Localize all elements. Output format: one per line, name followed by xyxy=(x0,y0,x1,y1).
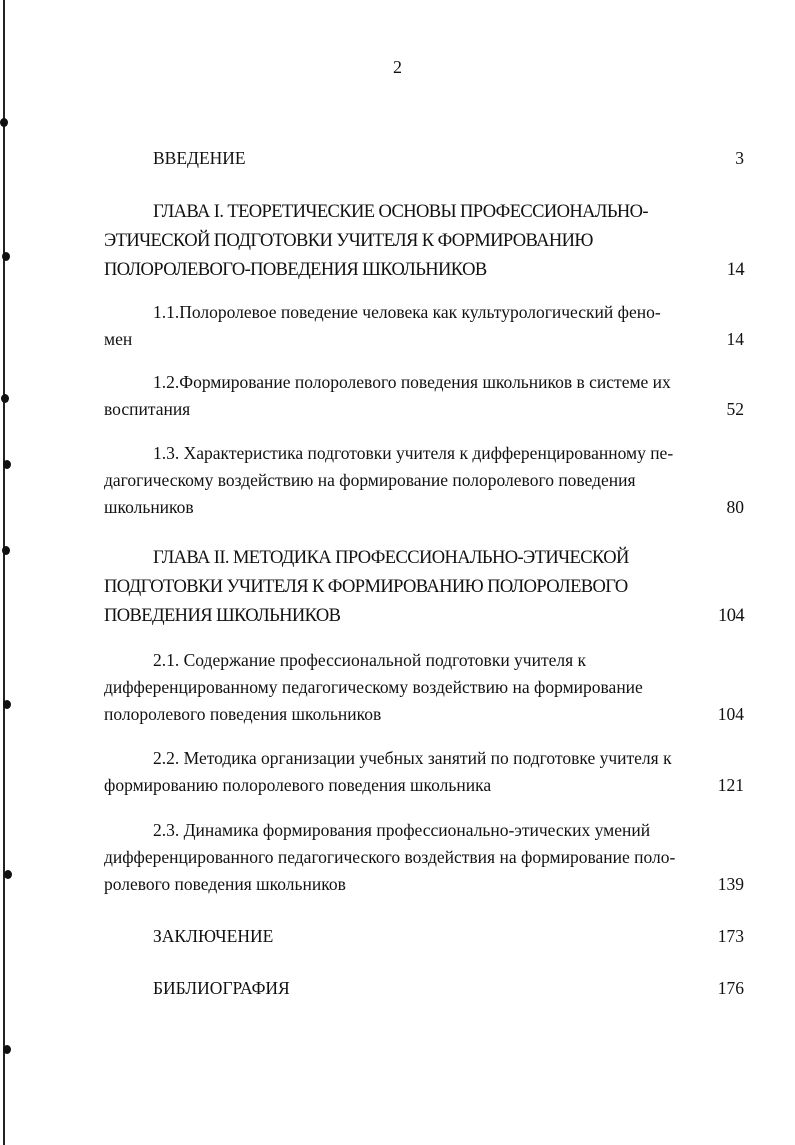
toc-entry-page: 14 xyxy=(726,329,744,349)
toc-entry-line: ПОЛОРОЛЕВОГО-ПОВЕДЕНИЯ ШКОЛЬНИКОВ xyxy=(104,260,487,280)
toc-entry-line: 2.3. Динамика формирования профессионально-этических умений xyxy=(153,820,651,840)
toc-entry-page: 121 xyxy=(717,775,744,795)
toc-entry-page: 80 xyxy=(726,497,744,517)
toc-entry-line: дагогическому воздействию на формирование полоролевого поведения xyxy=(104,470,636,490)
toc-entry-conclusion xyxy=(104,923,744,950)
toc-entry-line: ГЛАВА I. ТЕОРЕТИЧЕСКИЕ ОСНОВЫ ПРОФЕССИОНАЛЬНО- xyxy=(153,202,648,222)
toc-entry-chapter-2 xyxy=(104,544,744,631)
toc-entry-page: 176 xyxy=(717,978,744,998)
toc-entry-line: ПОДГОТОВКИ УЧИТЕЛЯ К ФОРМИРОВАНИЮ ПОЛОРОЛЕВОГО xyxy=(104,577,628,597)
page-number: 2 xyxy=(393,57,402,77)
toc-entry-section-2-2 xyxy=(104,745,744,799)
toc-entry-section-1-2 xyxy=(104,369,744,423)
toc-entry-page: 104 xyxy=(717,704,744,724)
toc-entry-section-1-1 xyxy=(104,299,744,353)
toc-entry-page: 14 xyxy=(726,260,744,280)
toc-entry-line: ЭТИЧЕСКОЙ ПОДГОТОВКИ УЧИТЕЛЯ К ФОРМИРОВАНИЮ xyxy=(104,231,593,251)
toc-entry-line: дифференцированного педагогического воздействия на формирование поло- xyxy=(104,847,676,867)
toc-entry-line: формированию полоролевого поведения школьника xyxy=(104,775,492,795)
toc-entry-line: 2.2. Методика организации учебных занятий по подготовке учителя к xyxy=(153,748,672,768)
toc-entry-page: 3 xyxy=(735,148,744,168)
toc-entry-title: ЗАКЛЮЧЕНИЕ xyxy=(153,926,274,946)
toc-entry-line: 1.1.Полоролевое поведение человека как культурологический фено- xyxy=(153,302,661,322)
toc-entry-line: ПОВЕДЕНИЯ ШКОЛЬНИКОВ xyxy=(104,606,341,626)
toc-entry-title: ВВЕДЕНИЕ xyxy=(153,148,246,168)
toc-entry-line: воспитания xyxy=(104,399,191,419)
toc-entry-title: БИБЛИОГРАФИЯ xyxy=(153,978,290,998)
toc-entry-page: 139 xyxy=(717,874,744,894)
scan-edge-artifact xyxy=(0,0,14,1145)
toc-entry-page: 52 xyxy=(726,399,744,419)
toc-entry-line: ролевого поведения школьников xyxy=(104,874,346,894)
toc-entry-section-2-1 xyxy=(104,647,744,728)
toc-entry-page: 104 xyxy=(718,606,744,626)
toc-entry-intro xyxy=(104,145,744,172)
toc-entry-line: полоролевого поведения школьников xyxy=(104,704,382,724)
toc-entry-line: 1.2.Формирование полоролевого поведения школьников в системе их xyxy=(153,372,671,392)
toc-entry-chapter-1 xyxy=(104,198,744,285)
toc-entry-page: 173 xyxy=(717,926,744,946)
toc-entry-line: мен xyxy=(104,329,133,349)
toc-entry-line: 1.3. Характеристика подготовки учителя к дифференцированному пе- xyxy=(153,443,674,463)
toc-entry-bibliography xyxy=(104,975,744,1002)
toc-entry-line: ГЛАВА II. МЕТОДИКА ПРОФЕССИОНАЛЬНО-ЭТИЧЕСКОЙ xyxy=(153,548,629,568)
toc-entry-section-1-3 xyxy=(104,440,744,521)
toc-entry-line: 2.1. Содержание профессиональной подготовки учителя к xyxy=(153,650,587,670)
toc-entry-line: школьников xyxy=(104,497,194,517)
toc-entry-section-2-3 xyxy=(104,817,744,898)
toc-entry-line: дифференцированному педагогическому воздействию на формирование xyxy=(104,677,643,697)
